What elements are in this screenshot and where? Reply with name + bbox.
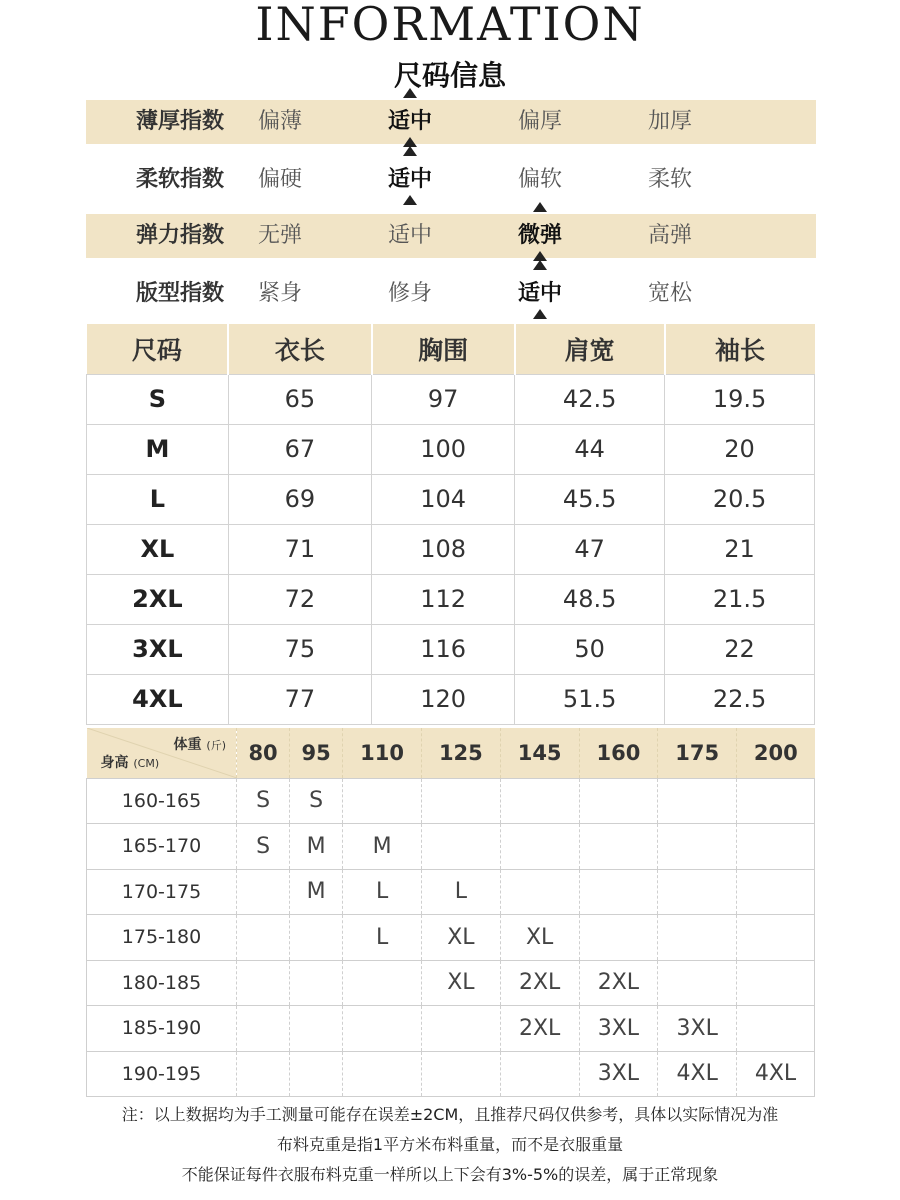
measurement-cell: 42.5 [515,374,665,424]
recommended-size-cell [737,915,815,961]
note-line-1: 注：以上数据均为手工测量可能存在误差±2CM，且推荐尺码仅供参考，具体以实际情况为准 [121,1105,779,1124]
weight-column-header: 200 [737,728,815,778]
measurement-cell: 65 [228,374,371,424]
recommended-size-cell: S [237,824,290,870]
measurement-cell: 120 [372,674,515,724]
size-column-header: 袖长 [665,324,815,374]
index-option: 高弹 [647,223,692,248]
measurement-cell: 22.5 [665,674,815,724]
recommended-size-cell: S [290,778,343,824]
recommend-corner [87,728,237,778]
height-range-cell: 180-185 [87,960,237,1006]
recommended-size-cell: M [343,824,422,870]
index-option: 偏薄 [257,109,302,134]
index-option-selected: 微弹 [517,223,562,248]
measurement-cell: 45.5 [515,474,665,524]
recommended-size-cell [737,1006,815,1052]
recommended-size-cell [237,1006,290,1052]
measurement-cell: 116 [372,624,515,674]
weight-column-header: 145 [500,728,579,778]
measurement-cell: 71 [228,524,371,574]
recommended-size-cell [343,778,422,824]
size-label-cell: 3XL [87,624,229,674]
table-row [87,960,815,1006]
measurement-cell: 21 [665,524,815,574]
weight-column-header: 175 [658,728,737,778]
index-option: 加厚 [647,109,692,134]
index-option: 偏厚 [517,109,562,134]
index-option-selected: 适中 [387,167,432,192]
size-label-cell: XL [87,524,229,574]
recommended-size-cell: M [290,824,343,870]
recommended-size-cell: 4XL [658,1051,737,1097]
height-range-cell: 160-165 [87,778,237,824]
index-option-selected: 适中 [517,281,562,306]
measurement-cell: 69 [228,474,371,524]
recommended-size-cell [237,960,290,1006]
recommend-table-header [87,728,815,778]
size-label-cell: L [87,474,229,524]
recommended-size-cell [237,1051,290,1097]
indicator-up-icon [533,309,547,319]
recommended-size-cell: L [421,869,500,915]
size-label-cell: 4XL [87,674,229,724]
recommended-size-cell [658,824,737,870]
height-range-cell: 175-180 [87,915,237,961]
measurement-cell: 22 [665,624,815,674]
recommended-size-cell [737,778,815,824]
index-row [86,214,816,258]
measurement-cell: 75 [228,624,371,674]
measurement-cell: 100 [372,424,515,474]
index-option: 修身 [387,281,432,306]
size-column-header: 肩宽 [515,324,665,374]
measurement-cell: 72 [228,574,371,624]
recommended-size-cell [579,869,658,915]
measurement-cell: 19.5 [665,374,815,424]
table-row [87,374,815,424]
recommended-size-cell [290,960,343,1006]
table-row [87,1051,815,1097]
recommended-size-cell [500,869,579,915]
size-table-header [87,324,815,374]
recommended-size-cell [343,960,422,1006]
weight-column-header: 125 [421,728,500,778]
measurement-cell: 97 [372,374,515,424]
index-label: 薄厚指数 [136,109,225,134]
indicator-up-icon [403,88,417,98]
weight-column-header: 80 [237,728,290,778]
recommended-size-cell [343,1051,422,1097]
recommended-size-cell [421,824,500,870]
recommended-size-cell [579,778,658,824]
recommended-size-cell [579,824,658,870]
measurement-cell: 112 [372,574,515,624]
indicator-up-icon [403,146,417,156]
title-chinese: 尺码信息 [393,59,506,92]
index-option: 紧身 [257,281,302,306]
measurement-cell: 47 [515,524,665,574]
measurement-cell: 50 [515,624,665,674]
recommended-size-cell [237,915,290,961]
index-option: 柔软 [647,167,692,192]
recommended-size-cell [237,869,290,915]
index-label: 弹力指数 [136,223,225,248]
index-option-selected: 适中 [387,109,432,134]
measurement-cell: 44 [515,424,665,474]
measurement-cell: 20.5 [665,474,815,524]
recommended-size-cell [290,915,343,961]
table-row [87,778,815,824]
measurement-cell: 104 [372,474,515,524]
size-column-header: 尺码 [87,324,229,374]
recommended-size-cell: 2XL [500,1006,579,1052]
recommended-size-cell [658,960,737,1006]
note-line-2: 布料克重是指1平方米布料重量，而不是衣服重量 [276,1135,624,1154]
index-row [86,100,816,144]
measurement-cell: 51.5 [515,674,665,724]
recommended-size-cell: 2XL [579,960,658,1006]
height-axis-label: 身高 (CM) [100,754,160,771]
recommended-size-cell [579,915,658,961]
recommended-size-cell [421,1051,500,1097]
recommended-size-cell: XL [500,915,579,961]
recommended-size-cell: 3XL [658,1006,737,1052]
index-row [86,272,816,316]
measurement-cell: 67 [228,424,371,474]
height-range-cell: 165-170 [87,824,237,870]
indicator-up-icon [533,260,547,270]
table-row [87,869,815,915]
table-row [87,1006,815,1052]
title-english: INFORMATION [255,0,645,51]
index-option: 偏硬 [257,167,302,192]
table-row [87,624,815,674]
recommended-size-cell [290,1006,343,1052]
measurement-cell: 108 [372,524,515,574]
size-label-cell: 2XL [87,574,229,624]
recommended-size-cell [658,869,737,915]
recommended-size-cell: L [343,915,422,961]
size-column-header: 衣长 [228,324,371,374]
index-row [86,158,816,202]
height-range-cell: 185-190 [87,1006,237,1052]
recommend-table [86,728,815,1097]
measurement-cell: 20 [665,424,815,474]
weight-column-header: 95 [290,728,343,778]
height-range-cell: 170-175 [87,869,237,915]
recommended-size-cell: 3XL [579,1051,658,1097]
recommended-size-cell [737,869,815,915]
size-column-header: 胸围 [372,324,515,374]
index-option: 偏软 [517,167,562,192]
size-label-cell: M [87,424,229,474]
size-table [86,324,815,725]
note-line-3: 不能保证每件衣服布料克重一样所以上下会有3%-5%的误差，属于正常现象 [181,1165,719,1184]
weight-axis-label: 体重 (斤) [173,737,226,753]
recommended-size-cell: XL [421,960,500,1006]
recommended-size-cell [658,915,737,961]
recommended-size-cell [290,1051,343,1097]
table-row [87,915,815,961]
recommended-size-cell: 4XL [737,1051,815,1097]
table-row [87,424,815,474]
index-option: 宽松 [647,281,692,306]
weight-column-header: 160 [579,728,658,778]
recommended-size-cell [737,960,815,1006]
recommended-size-cell: M [290,869,343,915]
recommended-size-cell [500,824,579,870]
recommended-size-cell: 2XL [500,960,579,1006]
recommended-size-cell [658,778,737,824]
table-row [87,824,815,870]
measurement-cell: 21.5 [665,574,815,624]
table-row [87,674,815,724]
size-label-cell: S [87,374,229,424]
index-option: 无弹 [257,223,302,248]
recommended-size-cell [737,824,815,870]
measurement-cell: 48.5 [515,574,665,624]
recommended-size-cell: S [237,778,290,824]
recommended-size-cell [500,1051,579,1097]
index-option: 适中 [387,223,432,248]
recommended-size-cell [500,778,579,824]
index-label: 版型指数 [136,281,225,306]
table-row [87,474,815,524]
recommended-size-cell [421,778,500,824]
recommended-size-cell [421,1006,500,1052]
weight-column-header: 110 [343,728,422,778]
recommended-size-cell: XL [421,915,500,961]
indicator-up-icon [403,195,417,205]
measurement-cell: 77 [228,674,371,724]
table-row [87,574,815,624]
height-range-cell: 190-195 [87,1051,237,1097]
table-row [87,524,815,574]
recommended-size-cell: 3XL [579,1006,658,1052]
index-label: 柔软指数 [136,167,225,192]
recommended-size-cell: L [343,869,422,915]
recommended-size-cell [343,1006,422,1052]
indicator-up-icon [533,202,547,212]
